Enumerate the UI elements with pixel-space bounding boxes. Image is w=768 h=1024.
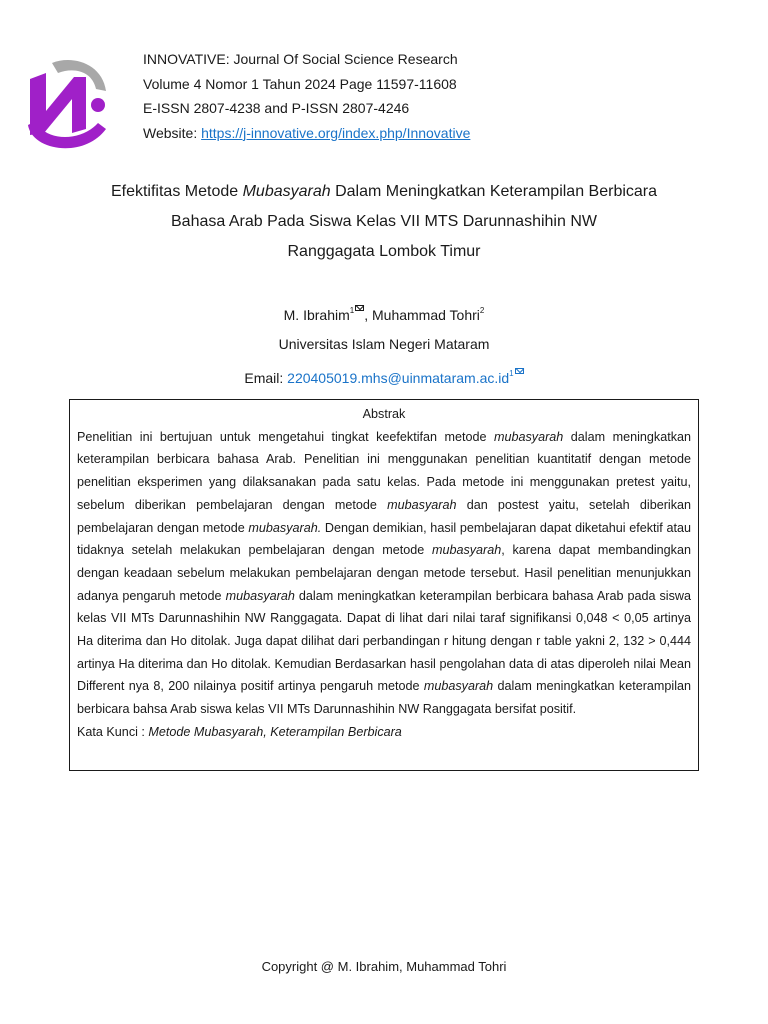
author-block — [0, 296, 768, 393]
mail-icon — [355, 305, 364, 311]
title-italic-term: Mubasyarah — [242, 183, 331, 200]
email-line — [0, 359, 768, 393]
volume-info: Volume 4 Nomor 1 Tahun 2024 Page 11597-11608 — [143, 75, 457, 92]
copyright-footer: Copyright @ M. Ibrahim, Muhammad Tohri — [261, 959, 507, 974]
keywords-label: Kata Kunci : — [77, 724, 149, 739]
author-2-sup: 2 — [479, 306, 485, 315]
title-line-3: Ranggagata Lombok Timur — [287, 243, 481, 260]
email-link[interactable]: 220405019.mhs@uinmataram.ac.id — [287, 370, 510, 386]
abstract-body: Penelitian ini bertujuan untuk mengetahui tingkat keefektifan metode mubasyarah dalam meningkatkan keterampilan berbicara bahasa Arab. Penelitian ini menggunakan penelitian kuantitatif dengan metode penelitian eksperimen yang dilaksanakan pada satu kelas. Pada metode ini menggunakan pretest yaitu, sebelum diberikan pembelajaran dengan metode mubasyarah dan postest yaitu, setelah diberikan pembelajaran dengan metode mubasyarah. Dengan demikian, hasil pembelajaran dapat diketahui efektif atau tidaknya setelah melakukan pembelajaran dengan metode mubasyarah, karena dapat membandingkan dengan keadaan sebelum melakukan pembelajaran dengan metode tersebut. Hasil penelitian menunjukkan adanya pengaruh metode mubasyarah dalam meningkatkan keterampilan berbicara bahasa Arab pada siswa kelas VII MTs Darunnashihin NW Ranggagata. Dapat di lihat dari nilai taraf signifikansi 0,048 < 0,05 artinya Ha diterima dan Ho ditolak. Juga dapat dilihat dari perbandingan r hitung dengan r table yakni 2, 132 > 0,444 artinya Ha diterima dan Ho ditolak. Kemudian Berdasarkan hasil pengolahan data di atas diperoleh nilai Mean Different nya 8, 200 nilainya positif artinya pengaruh metode mubasyarah dalam meningkatkan keterampilan berbicara bahsa Arab siswa kelas VII MTs Darunnashihin NW Ranggagata bersifat positif. — [77, 429, 692, 717]
journal-name: INNOVATIVE: Journal Of Social Science Research — [143, 51, 458, 67]
email-sup: 1 — [509, 369, 514, 378]
mail-icon — [515, 368, 524, 374]
author-1-sup: 1 — [349, 306, 355, 315]
journal-logo — [22, 55, 110, 155]
website-link[interactable]: https://j-innovative.org/index.php/Innovative — [201, 124, 471, 141]
website-label: Website: — [143, 124, 202, 141]
title-line-2: Bahasa Arab Pada Siswa Kelas VII MTS Darunnashihin NW — [171, 213, 597, 230]
keywords-value: Metode Mubasyarah, Keterampilan Berbicara — [148, 724, 402, 739]
title-line-1: Efektifitas Metode Mubasyarah Dalam Meningkatkan Keterampilan Berbicara — [110, 183, 658, 200]
keywords — [77, 721, 691, 744]
issn-info: E-ISSN 2807-4238 and P-ISSN 2807-4246 — [143, 100, 410, 116]
paper-title — [0, 177, 768, 267]
abstract-heading: Abstrak — [362, 407, 406, 421]
author-1: M. Ibrahim — [283, 307, 350, 323]
journal-header — [143, 47, 470, 145]
website-line — [143, 121, 470, 146]
email-label: Email: — [244, 370, 288, 386]
author-2: Muhammad Tohri — [372, 307, 480, 323]
logo-purple-dot — [91, 98, 105, 112]
author-names: M. Ibrahim$^1$ , Muhammad Tohri$^2$ — [283, 306, 485, 323]
abstract-box — [69, 399, 699, 771]
affiliation: Universitas Islam Negeri Mataram — [278, 336, 490, 352]
